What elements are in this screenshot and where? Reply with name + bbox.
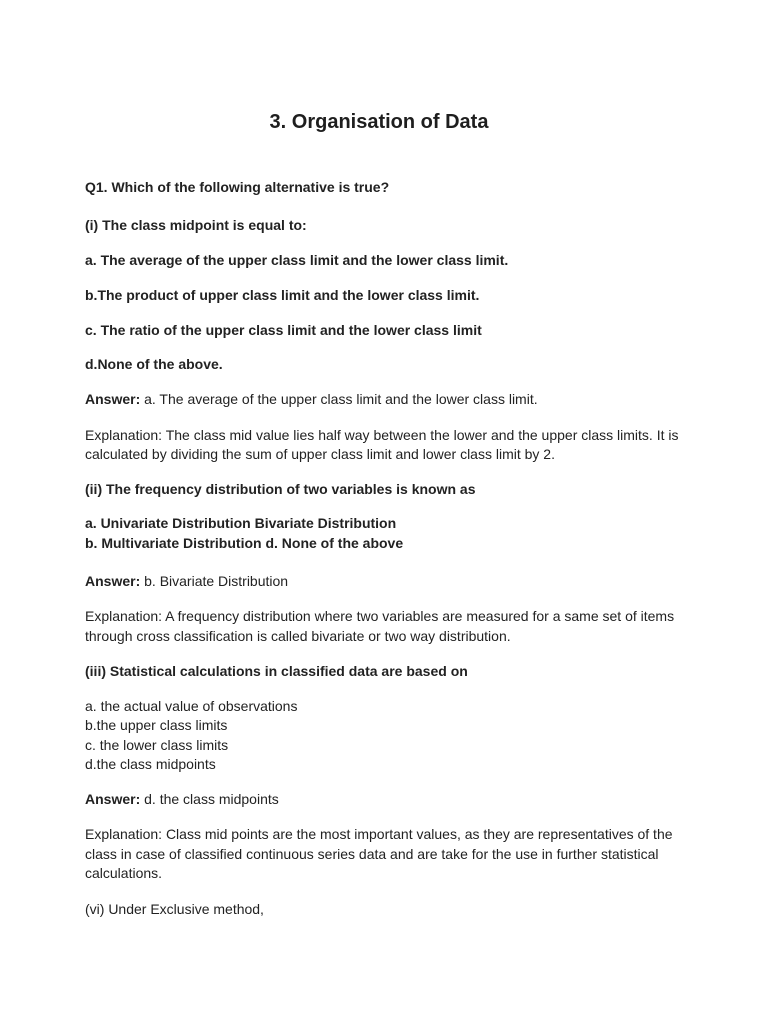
part-ii-answer (85, 571, 685, 591)
part-iii-prompt: (iii) Statistical calculations in classified data are based on (85, 663, 468, 679)
part-iii-explanation-line-1: Explanation: Class mid points are the most important values, as they are representatives of the (85, 826, 673, 842)
part-iii-option-d: d.the class midpoints (85, 756, 216, 772)
part-ii-explanation-line-1: Explanation: A frequency distribution where two variables are measured for a same set of items (85, 608, 675, 624)
part-vi-prompt: (vi) Under Exclusive method, (85, 901, 264, 917)
answer-label: Answer: (85, 791, 141, 807)
answer-label: Answer: (85, 573, 141, 589)
part-ii-explanation-line-2: through cross classification is called bivariate or two way distribution. (85, 628, 511, 644)
question-heading: Q1. Which of the following alternative is true? (85, 179, 390, 195)
part-iii-option-c: c. the lower class limits (85, 737, 229, 753)
part-i-answer (85, 389, 685, 409)
part-i-option-d: d.None of the above. (85, 356, 223, 372)
part-i-option-a: a. The average of the upper class limit and the lower class limit. (85, 252, 509, 268)
part-iii-explanation-line-2: class in case of classified continuous series data and are take for the use in further statistical (85, 846, 659, 862)
part-iii-answer (85, 789, 685, 809)
part-ii-prompt: (ii) The frequency distribution of two variables is known as (85, 481, 476, 497)
part-iii-explanation-line-3: calculations. (85, 865, 163, 881)
part-i-option-b: b.The product of upper class limit and the lower class limit. (85, 287, 480, 303)
part-iii-option-a: a. the actual value of observations (85, 698, 298, 714)
answer-text: d. the class midpoints (140, 791, 279, 807)
answer-text: a. The average of the upper class limit and the lower class limit. (140, 391, 538, 407)
answer-text: b. Bivariate Distribution (140, 573, 289, 589)
part-i-explanation-line-1: Explanation: The class mid value lies half way between the lower and the upper class limits. It is (85, 427, 679, 443)
part-i-option-c: c. The ratio of the upper class limit and the lower class limit (85, 322, 482, 338)
part-ii-option-line-2: b. Multivariate Distribution d. None of the above (85, 535, 404, 551)
part-i-prompt: (i) The class midpoint is equal to: (85, 217, 307, 233)
part-iii-option-b: b.the upper class limits (85, 717, 228, 733)
part-ii-option-line-1: a. Univariate Distribution Bivariate Distribution (85, 515, 397, 531)
answer-label: Answer: (85, 391, 141, 407)
page-title: 3. Organisation of Data (269, 111, 489, 133)
part-i-explanation-line-2: calculated by dividing the sum of upper class limit and lower class limit by 2. (85, 446, 555, 462)
